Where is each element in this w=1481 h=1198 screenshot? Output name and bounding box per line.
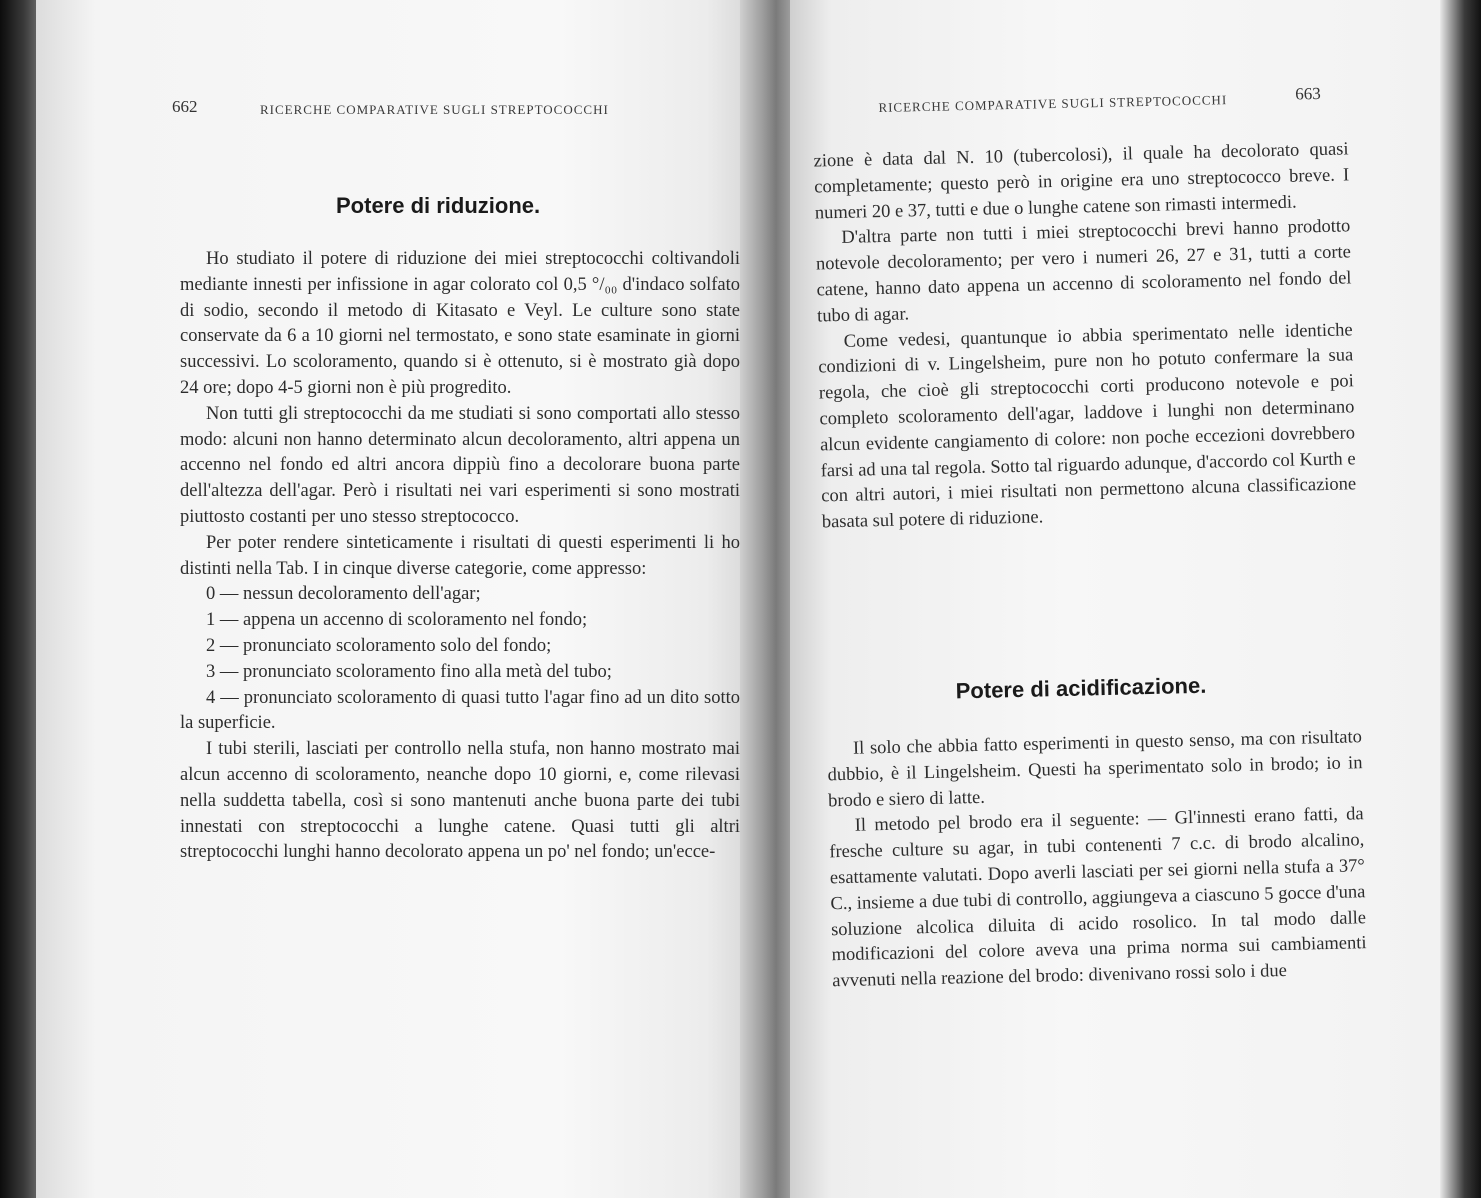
paragraph: D'altra parte non tutti i miei streptococchi brevi hanno prodotto notevole decoloramento; per vero i numeri 26, 27 e 31, tutti a corte catene, hanno dato appena un accenno di scoloramento nel fondo del tubo di agar. — [815, 216, 1352, 327]
paragraph: Come vedesi, quantunque io abbia sperimentato nelle identiche condizioni di v. Lingelsheim, pure non ho potuto confermare la sua regola, che cioè gli streptococchi corti producono notevole e poi completo scoloramento dell'agar, laddove i lunghi non determinano alcun evidente cangiamento di colore: non poche eccezioni dovrebbero farsi ad una tal regola. Sotto tal riguardo adunque, d'accordo col Kurth e con altri autori, i miei risultati non permettono alcuna classificazione basata sul potere di riduzione. — [818, 319, 1357, 533]
paragraph: Il metodo pel brodo era il seguente: — Gl'innesti erano fatti, da fresche culture su agar, in tubi contenenti 7 c.c. di brodo alcalino, esattamente valutati. Dopo averli lasciati per sei giorni nella stufa a 37° C., insieme a due tubi di controllo, aggiungeva a ciascuno 5 gocce d'una soluzione alcolica diluita di acido rosolico. In tal modo dalle modificazioni del colore aveva una prima norma sui cambiamenti avvenuti nella reazione del brodo: divenivano rossi solo i due — [829, 804, 1367, 992]
page-number-right: 663 — [1295, 83, 1321, 104]
running-head-right: RICERCHE COMPARATIVE SUGLI STREPTOCOCCHI — [878, 92, 1228, 116]
section-heading-riduzione: Potere di riduzione. — [336, 193, 541, 218]
paragraph: zione è data dal N. 10 (tubercolosi), il quale ha decolorato quasi completamente; questo però in origine era uno streptococco breve. I numeri 20 e 37, tutti e due o lunghe catene son rimasti intermedi. — [813, 139, 1350, 224]
right-page — [790, 0, 1481, 1198]
category-item-0: 0 — nessun decoloramento dell'agar; — [206, 584, 481, 605]
paragraph: Ho studiato il potere di riduzione dei miei streptococchi coltivandoli mediante innesti per infissione in agar colorato col 0,5 °/₀₀ d'indaco solfato di sodio, secondo il metodo di Kitasato e Veyl. Le culture sono state conservate da 6 a 10 giorni nel termostato, e sono state esaminate in giorni successivi. Lo scoloramento, quando si è ottenuto, si è mostrato già dopo 24 ore; dopo 4-5 giorni non è più progredito. — [180, 249, 740, 398]
right-body-top — [813, 137, 1357, 536]
right-body-bottom — [827, 725, 1368, 995]
paragraph: Per poter rendere sinteticamente i risultati di questi esperimenti li ho distinti nella Tab. I in cinque diverse categorie, come appresso: — [180, 532, 740, 579]
page-number-left: 662 — [172, 97, 198, 116]
paragraph: Il solo che abbia fatto esperimenti in questo senso, ma con risultato dubbio, è il Lingelsheim. Questi ha sperimentato solo in brodo; io in brodo e siero di latte. — [827, 727, 1363, 811]
section-heading-acidificazione: Potere di acidificazione. — [955, 672, 1207, 704]
right-page-content — [790, 0, 1481, 1198]
category-item-3: 3 — pronunciato scoloramento fino alla metà del tubo; — [206, 661, 612, 682]
left-page — [36, 0, 781, 1198]
running-head-left: RICERCHE COMPARATIVE SUGLI STREPTOCOCCHI — [260, 102, 609, 117]
category-item-1: 1 — appena un accenno di scoloramento nel fondo; — [206, 610, 588, 631]
paragraph: Non tutti gli streptococchi da me studiati si sono comportati allo stesso modo: alcuni non hanno determinato alcun decoloramento, altri appena un accenno nel fondo ed altri ancora dippiù fino a decolorare buona parte dell'altezza dell'agar. Però i risultati nei vari esperimenti si sono mostrati piuttosto costanti per uno stesso streptococco. — [180, 403, 740, 527]
category-item-2: 2 — pronunciato scoloramento solo del fondo; — [206, 635, 552, 656]
category-item-4: 4 — pronunciato scoloramento di quasi tutto l'agar fino ad un dito sotto la superficie. — [180, 687, 740, 734]
left-body — [180, 247, 740, 866]
scan-background — [0, 0, 40, 1198]
paragraph: I tubi sterili, lasciati per controllo nella stufa, non hanno mostrato mai alcun accenno di scoloramento, neanche dopo 10 giorni, e, come rilevasi nella suddetta tabella, così si sono mantenuti anche buona parte dei tubi innestati con streptococchi a lunghe catene. Quasi tutti gli altri streptococchi lunghi hanno decolorato appena un po' nel fondo; un'ecce- — [180, 739, 740, 863]
scan-edge-right — [1440, 0, 1481, 1198]
